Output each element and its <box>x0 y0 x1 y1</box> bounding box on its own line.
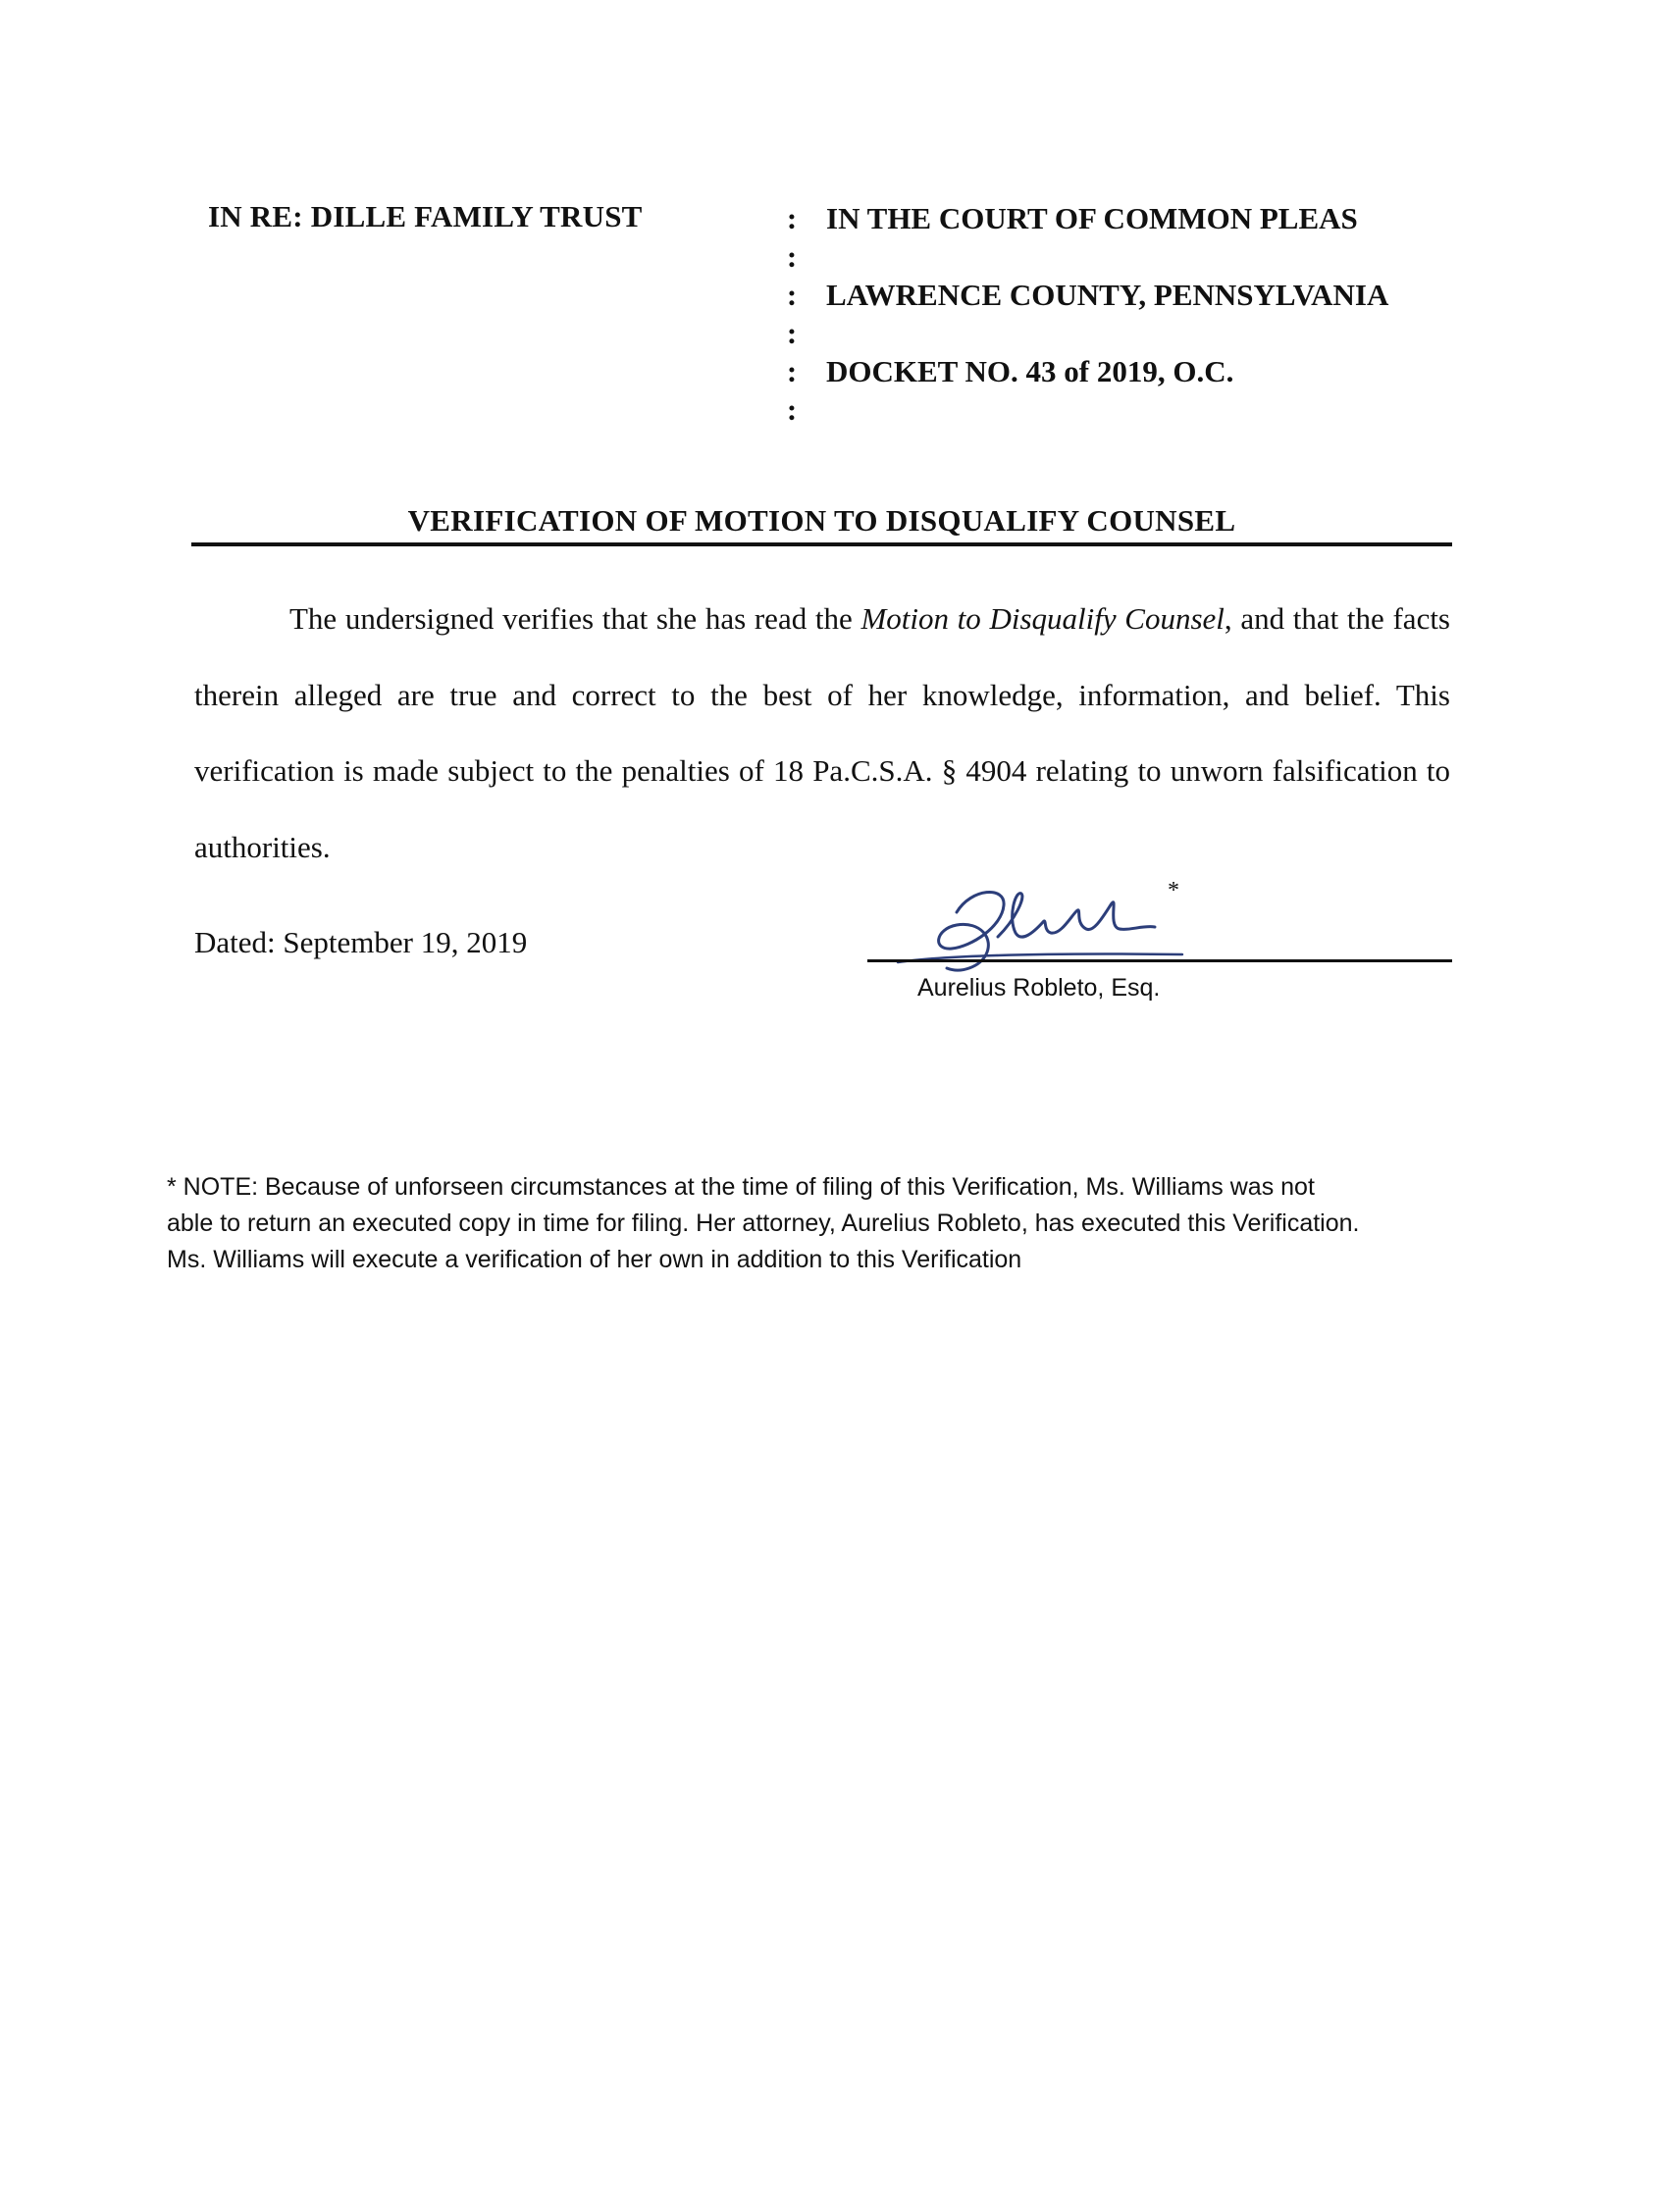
motion-title-italic: Motion to Disqualify Counsel <box>860 601 1225 636</box>
handwritten-signature <box>878 868 1202 981</box>
caption-colon: : <box>786 392 798 427</box>
footnote-line: * NOTE: Because of unforseen circumstances at the time of filing of this Verification, Ms. Williams was not <box>167 1173 1315 1201</box>
body-text-end: , and that the facts therein alleged are true and correct to the best of her knowledge, information, and belief. This verification is made subject to the penalties of 18 Pa.C.S.A. § 4904 relating to unworn falsification to authorities. <box>194 601 1450 864</box>
footnote-line: Ms. Williams will execute a verification of her own in addition to this Verification <box>167 1246 1022 1273</box>
dated-line: Dated: September 19, 2019 <box>194 925 528 959</box>
caption-colon: : <box>786 354 798 388</box>
footnote <box>167 1169 1511 1278</box>
title-underline <box>191 542 1452 546</box>
court-county: LAWRENCE COUNTY, PENNSYLVANIA <box>826 278 1389 312</box>
caption-colon: : <box>786 278 798 312</box>
footnote-line: able to return an executed copy in time for filing. Her attorney, Aurelius Robleto, has executed this Verification. <box>167 1209 1360 1237</box>
caption-colon-column <box>782 199 802 429</box>
caption-colon: : <box>786 201 798 235</box>
caption-colon: : <box>786 239 798 274</box>
document-title: VERIFICATION OF MOTION TO DISQUALIFY COUNSEL <box>407 503 1236 538</box>
signer-name: Aurelius Robleto, Esq. <box>917 974 1161 1002</box>
caption-colon: : <box>786 316 798 350</box>
verification-paragraph <box>194 581 1450 885</box>
caption-court <box>826 199 1388 429</box>
court-name: IN THE COURT OF COMMON PLEAS <box>826 201 1358 235</box>
caption-party: IN RE: DILLE FAMILY TRUST <box>208 199 643 233</box>
signature-line <box>867 959 1452 962</box>
signature-asterisk: * <box>1168 878 1179 903</box>
body-text-start: The undersigned verifies that she has read the <box>289 601 861 636</box>
docket-number: DOCKET NO. 43 of 2019, O.C. <box>826 354 1234 388</box>
